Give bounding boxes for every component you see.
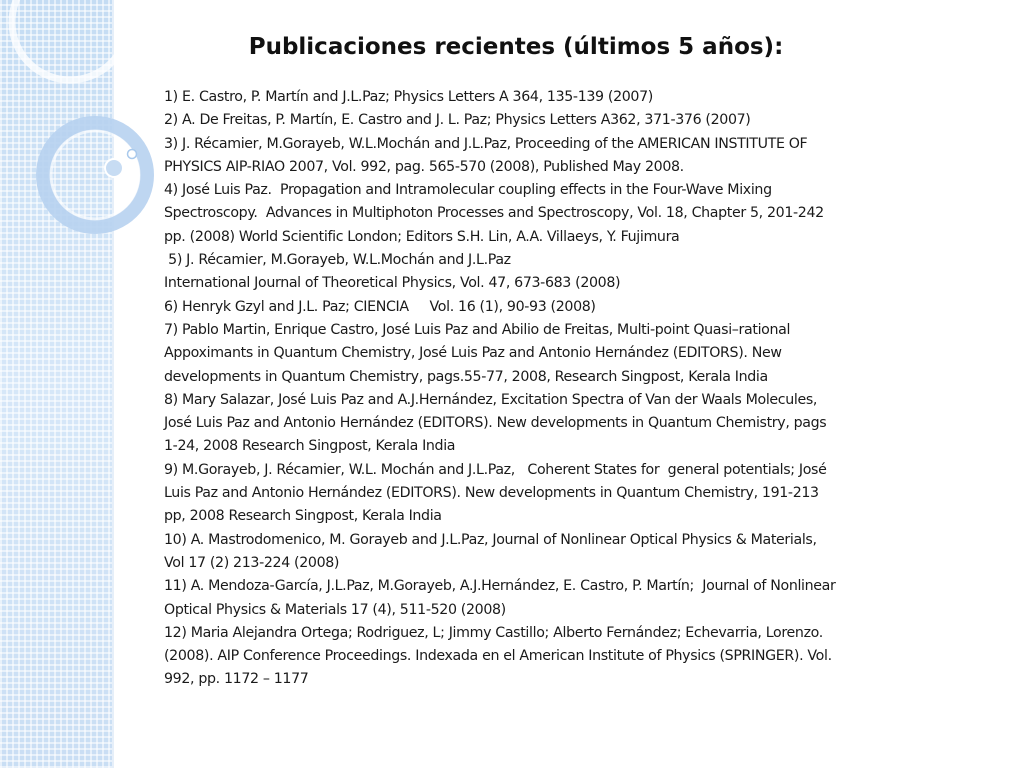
- publication-line: 6) Henryk Gzyl and J.L. Paz; CIENCIA Vol. 16 (1), 90-93 (2008): [164, 298, 596, 315]
- publication-list: [164, 86, 984, 692]
- dot-small: [128, 150, 137, 159]
- slide-title: Publicaciones recientes (últimos 5 años):: [248, 34, 784, 60]
- publication-line: 3) J. Récamier, M.Gorayeb, W.L.Mochán and J.L.Paz, Proceeding of the AMERICAN INSTITUTE OF: [164, 135, 808, 152]
- publication-line: Vol 17 (2) 213-224 (2008): [164, 554, 340, 571]
- publication-line: 9) M.Gorayeb, J. Récamier, W.L. Mochán and J.L.Paz, Coherent States for general potentials; José: [164, 461, 827, 478]
- middle-ring: [43, 123, 147, 227]
- dot-large: [105, 159, 123, 177]
- publication-line: Optical Physics & Materials 17 (4), 511-520 (2008): [164, 601, 506, 618]
- publication-line: 5) J. Récamier, M.Gorayeb, W.L.Mochán and J.L.Paz: [164, 252, 511, 269]
- publication-line: pp. (2008) World Scientific London; Editors S.H. Lin, A.A. Villaeys, Y. Fujimura: [164, 228, 680, 245]
- publication-line: 1) E. Castro, P. Martín and J.L.Paz; Physics Letters A 364, 135-139 (2007): [164, 89, 653, 105]
- publication-line: 10) A. Mastrodomenico, M. Gorayeb and J.L.Paz, Journal of Nonlinear Optical Physics & Materials,: [164, 531, 817, 548]
- publication-line: 2) A. De Freitas, P. Martín, E. Castro and J. L. Paz; Physics Letters A362, 371-376 (2007): [164, 112, 751, 129]
- publication-line: 4) José Luis Paz. Propagation and Intramolecular coupling effects in the Four-Wave Mixing: [164, 182, 772, 199]
- publication-line: 8) Mary Salazar, José Luis Paz and A.J.Hernández, Excitation Spectra of Van der Waals Molecules,: [164, 391, 818, 408]
- publication-line: PHYSICS AIP-RIAO 2007, Vol. 992, pag. 565-570 (2008), Published May 2008.: [164, 158, 684, 175]
- publication-line: (2008). AIP Conference Proceedings. Indexada en el American Institute of Physics (SPRINGER). Vol.: [164, 648, 832, 665]
- publication-line: 992, pp. 1172 – 1177: [164, 671, 309, 688]
- publication-line: 7) Pablo Martin, Enrique Castro, José Luis Paz and Abilio de Freitas, Multi-point Quasi–rational: [164, 321, 791, 338]
- middle-ring-highlight: [51, 131, 139, 219]
- publication-line: 1-24, 2008 Research Singpost, Kerala India: [164, 438, 456, 455]
- publication-line: Luis Paz and Antonio Hernández (EDITORS). New developments in Quantum Chemistry, 191-213: [164, 485, 819, 502]
- publication-line: José Luis Paz and Antonio Hernández (EDITORS). New developments in Quantum Chemistry, pags: [164, 415, 827, 432]
- publication-line: pp, 2008 Research Singpost, Kerala India: [164, 508, 442, 525]
- publication-line: 11) A. Mendoza-García, J.L.Paz, M.Gorayeb, A.J.Hernández, E. Castro, P. Martín; Journal of Nonlinear: [164, 578, 836, 595]
- publication-line: Spectroscopy. Advances in Multiphoton Processes and Spectroscopy, Vol. 18, Chapter 5, 201-242: [164, 205, 824, 222]
- publication-line: 12) Maria Alejandra Ortega; Rodriguez, L; Jimmy Castillo; Alberto Fernández; Echevarria, Lorenzo.: [164, 624, 823, 641]
- publication-line: Appoximants in Quantum Chemistry, José Luis Paz and Antonio Hernández (EDITORS). New: [164, 345, 782, 362]
- publication-line: developments in Quantum Chemistry, pags.55-77, 2008, Research Singpost, Kerala India: [164, 368, 768, 385]
- publication-line: International Journal of Theoretical Physics, Vol. 47, 673-683 (2008): [164, 275, 621, 292]
